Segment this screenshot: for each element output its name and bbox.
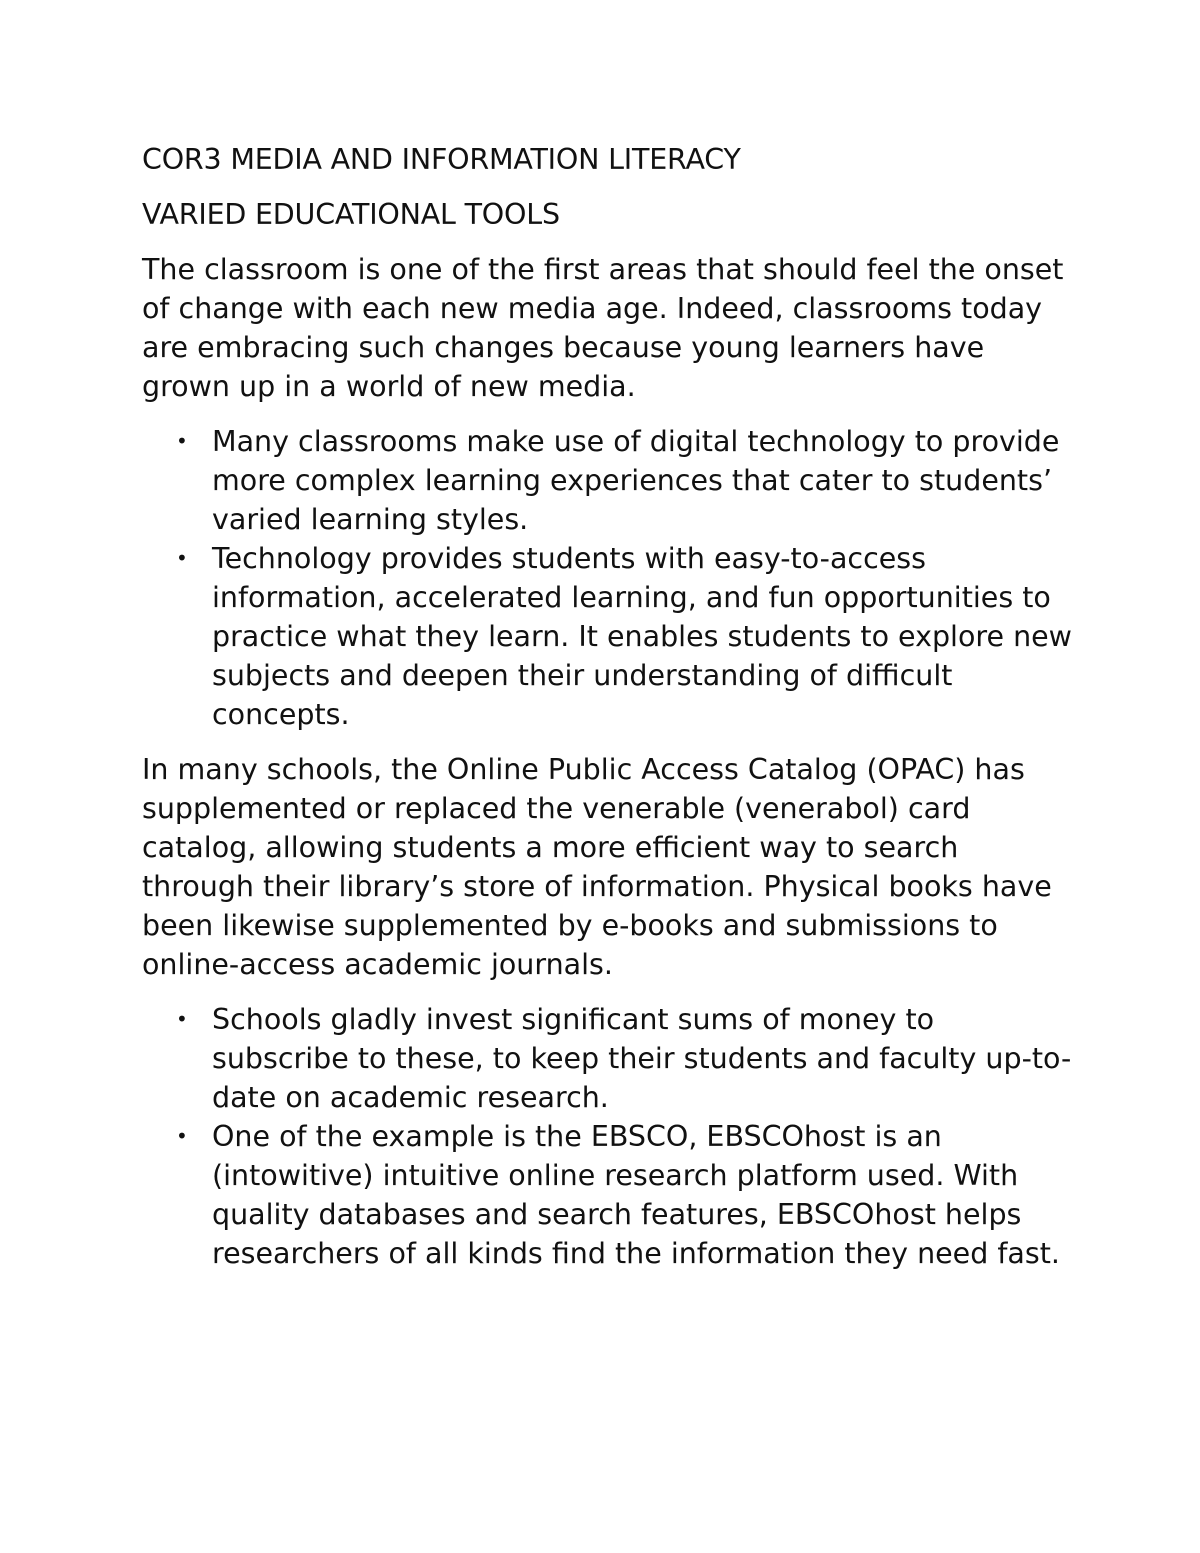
bullet-icon: • [176,1007,188,1031]
document-subtitle: VARIED EDUCATIONAL TOOLS [142,198,560,231]
list-item [142,1000,1072,1117]
list-item [142,539,1072,734]
list-item-text: One of the example is the EBSCO, EBSCOhost is an (intowitive) intuitive online research platform used. With quality databases and search features, EBSCOhost helps researchers of all kinds find the information they need fast. [212,1120,1060,1270]
paragraph-opac: In many schools, the Online Public Access Catalog (OPAC) has supplemented or replaced the venerable (venerabol) card catalog, allowing students a more efficient way to search through their library’s store of information. Physical books have been likewise supplemented by e-books and submissions to online-access academic journals. [142,753,1052,981]
list-item-text: Technology provides students with easy-to-access information, accelerated learning, and fun opportunities to practice what they learn. It enables students to explore new subjects and deepen their understanding of difficult concepts. [212,542,1072,731]
list-item-text: Schools gladly invest significant sums of money to subscribe to these, to keep their students and faculty up-to-date on academic research. [212,1003,1072,1114]
bullet-icon: • [176,1124,188,1148]
list-item [142,1117,1072,1273]
document-title: COR3 MEDIA AND INFORMATION LITERACY [142,143,741,176]
list-item-text: Many classrooms make use of digital technology to provide more complex learning experiences that cater to students’ varied learning styles. [212,425,1060,536]
paragraph-intro: The classroom is one of the first areas that should feel the onset of change with each new media age. Indeed, classrooms today are embracing such changes because young learners have grown up in a world of new media. [142,253,1064,403]
bullet-list-classroom [142,422,1072,734]
list-item [142,422,1072,539]
document-body [142,140,1072,1289]
bullet-icon: • [176,546,188,570]
bullet-list-research [142,1000,1072,1273]
bullet-icon: • [176,429,188,453]
